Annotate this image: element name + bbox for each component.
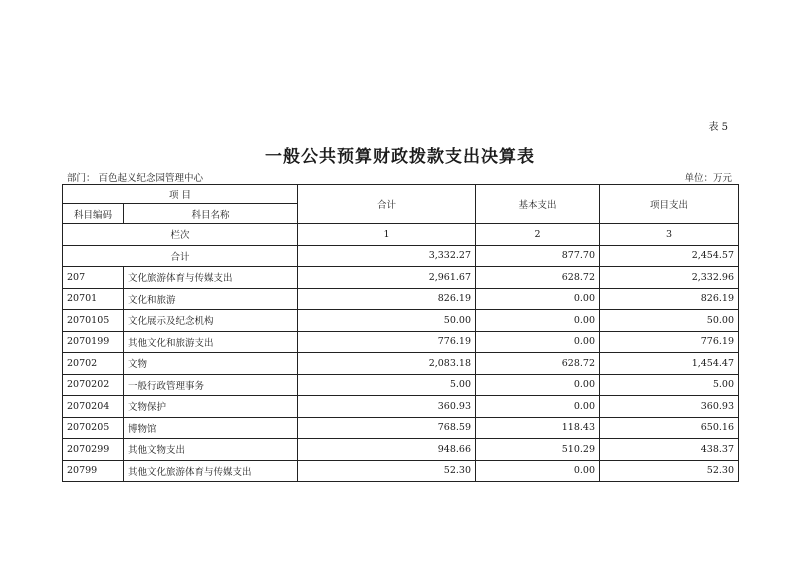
name-column-header: 科目名称 bbox=[124, 204, 298, 224]
total-row-total: 3,332.27 bbox=[298, 245, 476, 267]
row-total: 360.93 bbox=[298, 396, 476, 418]
row-code: 2070105 bbox=[63, 310, 124, 332]
row-total: 2,083.18 bbox=[298, 353, 476, 375]
row-total: 826.19 bbox=[298, 288, 476, 310]
row-name: 博物馆 bbox=[124, 417, 298, 439]
row-basic: 0.00 bbox=[476, 331, 600, 353]
row-code: 2070204 bbox=[63, 396, 124, 418]
row-name: 文物保护 bbox=[124, 396, 298, 418]
total-column-header: 合计 bbox=[298, 185, 476, 224]
row-name: 文化旅游体育与传媒支出 bbox=[124, 267, 298, 289]
row-basic: 0.00 bbox=[476, 460, 600, 482]
total-row bbox=[63, 245, 739, 267]
row-basic: 510.29 bbox=[476, 439, 600, 461]
row-total: 948.66 bbox=[298, 439, 476, 461]
table-row bbox=[63, 396, 739, 418]
expenditure-table bbox=[62, 184, 739, 482]
table-row bbox=[63, 460, 739, 482]
row-project: 438.37 bbox=[600, 439, 739, 461]
column-index-3: 3 bbox=[600, 224, 739, 246]
table-row bbox=[63, 417, 739, 439]
unit-label: 单位：万元 bbox=[684, 173, 732, 184]
basic-column-header: 基本支出 bbox=[476, 185, 600, 224]
row-name: 文物 bbox=[124, 353, 298, 375]
row-name: 一般行政管理事务 bbox=[124, 374, 298, 396]
row-project: 826.19 bbox=[600, 288, 739, 310]
row-total: 2,961.67 bbox=[298, 267, 476, 289]
row-basic: 628.72 bbox=[476, 353, 600, 375]
table-row bbox=[63, 439, 739, 461]
table-row bbox=[63, 310, 739, 332]
row-basic: 0.00 bbox=[476, 374, 600, 396]
total-row-project: 2,454.57 bbox=[600, 245, 739, 267]
header-row-group bbox=[63, 185, 739, 204]
row-project: 650.16 bbox=[600, 417, 739, 439]
row-total: 768.59 bbox=[298, 417, 476, 439]
row-code: 20702 bbox=[63, 353, 124, 375]
table-row bbox=[63, 288, 739, 310]
row-name: 其他文物支出 bbox=[124, 439, 298, 461]
column-index-1: 1 bbox=[298, 224, 476, 246]
row-project: 776.19 bbox=[600, 331, 739, 353]
page-title: 一般公共预算财政拨款支出决算表 bbox=[265, 147, 535, 167]
row-name: 其他文化旅游体育与传媒支出 bbox=[124, 460, 298, 482]
row-code: 2070199 bbox=[63, 331, 124, 353]
row-basic: 0.00 bbox=[476, 396, 600, 418]
row-code: 20701 bbox=[63, 288, 124, 310]
row-code: 2070205 bbox=[63, 417, 124, 439]
table-row bbox=[63, 374, 739, 396]
row-total: 5.00 bbox=[298, 374, 476, 396]
row-project: 52.30 bbox=[600, 460, 739, 482]
row-code: 207 bbox=[63, 267, 124, 289]
row-project: 50.00 bbox=[600, 310, 739, 332]
column-index-label: 栏次 bbox=[63, 224, 298, 246]
total-row-basic: 877.70 bbox=[476, 245, 600, 267]
row-code: 2070299 bbox=[63, 439, 124, 461]
row-code: 20799 bbox=[63, 460, 124, 482]
row-total: 52.30 bbox=[298, 460, 476, 482]
project-column-header: 项目支出 bbox=[600, 185, 739, 224]
column-index-2: 2 bbox=[476, 224, 600, 246]
row-project: 5.00 bbox=[600, 374, 739, 396]
row-basic: 0.00 bbox=[476, 310, 600, 332]
total-row-label: 合计 bbox=[63, 245, 298, 267]
table-number: 表 5 bbox=[708, 122, 728, 133]
row-name: 其他文化和旅游支出 bbox=[124, 331, 298, 353]
row-project: 360.93 bbox=[600, 396, 739, 418]
item-group-header: 项 目 bbox=[63, 185, 298, 204]
column-index-row bbox=[63, 224, 739, 246]
table-row bbox=[63, 353, 739, 375]
table-row bbox=[63, 331, 739, 353]
row-name: 文化和旅游 bbox=[124, 288, 298, 310]
row-project: 2,332.96 bbox=[600, 267, 739, 289]
row-basic: 118.43 bbox=[476, 417, 600, 439]
row-total: 776.19 bbox=[298, 331, 476, 353]
row-code: 2070202 bbox=[63, 374, 124, 396]
row-basic: 628.72 bbox=[476, 267, 600, 289]
table-row bbox=[63, 267, 739, 289]
row-basic: 0.00 bbox=[476, 288, 600, 310]
row-project: 1,454.47 bbox=[600, 353, 739, 375]
row-total: 50.00 bbox=[298, 310, 476, 332]
code-column-header: 科目编码 bbox=[63, 204, 124, 224]
department-label: 部门： 百色起义纪念园管理中心 bbox=[67, 173, 204, 184]
row-name: 文化展示及纪念机构 bbox=[124, 310, 298, 332]
